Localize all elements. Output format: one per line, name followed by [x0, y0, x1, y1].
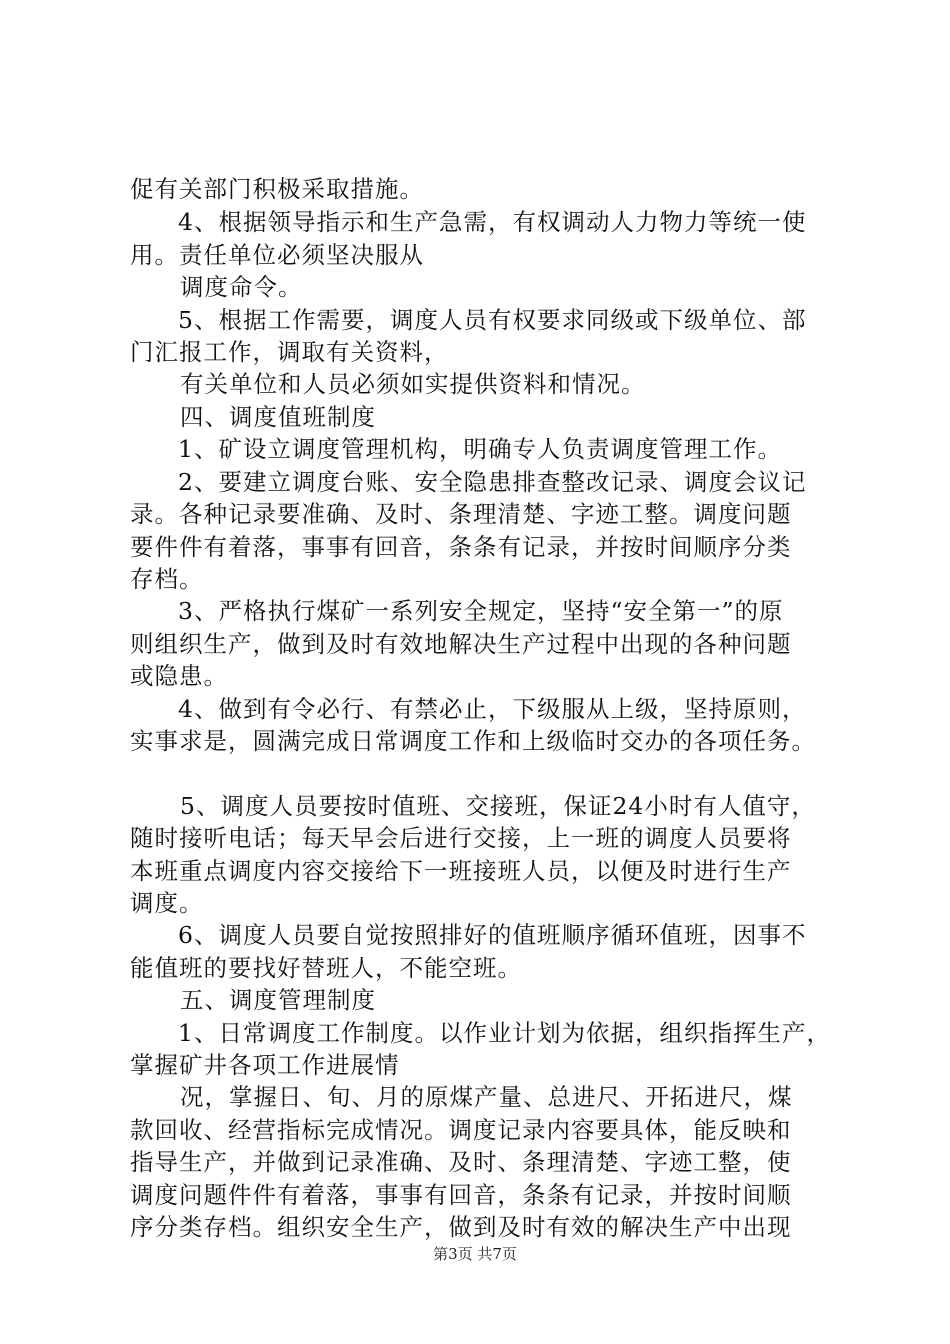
text-line: 存档。: [130, 565, 204, 593]
text-line: 5、根据工作需要，调度人员有权要求同级或下级单位、部: [178, 306, 807, 334]
text-line: 况，掌握日、旬、月的原煤产量、总进尺、开拓进尺，煤: [180, 1083, 793, 1111]
section-heading: 五、调度管理制度: [180, 986, 376, 1014]
text-line: 则组织生产，做到及时有效地解决生产过程中出现的各种问题: [130, 630, 792, 658]
text-line: 用。责任单位必须坚决服从: [130, 241, 424, 269]
text-line: 要件件有着落，事事有回音，条条有记录，并按时间顺序分类: [130, 533, 792, 561]
text-line: 5、调度人员要按时值班、交接班，保证24小时有人值守，: [180, 792, 816, 820]
text-line: 2、要建立调度台账、安全隐患排查整改记录、调度会议记: [178, 468, 807, 496]
text-line: 能值班的要找好替班人，不能空班。: [130, 954, 522, 982]
text-line: 4、根据领导指示和生产急需，有权调动人力物力等统一使: [178, 208, 807, 236]
text-line: 有关单位和人员必须如实提供资料和情况。: [180, 370, 646, 398]
text-line: 4、做到有令必行、有禁必止，下级服从上级，坚持原则，: [178, 695, 807, 723]
text-line: 实事求是，圆满完成日常调度工作和上级临时交办的各项任务。: [130, 727, 816, 755]
text-line: 1、日常调度工作制度。以作业计划为依据，组织指挥生产，: [178, 1019, 831, 1047]
page-number-footer: 第3页 共7页: [433, 1245, 517, 1263]
text-line: 序分类存档。组织安全生产，做到及时有效的解决生产中出现: [130, 1213, 792, 1241]
text-line: 录。各种记录要准确、及时、条理清楚、字迹工整。调度问题: [130, 500, 792, 528]
text-line: 调度命令。: [180, 273, 303, 301]
text-line: 促有关部门积极采取措施。: [130, 175, 424, 203]
text-line: 随时接听电话；每天早会后进行交接，上一班的调度人员要将: [130, 824, 792, 852]
text-line: 调度。: [130, 889, 204, 917]
text-line: 指导生产，并做到记录准确、及时、条理清楚、字迹工整，使: [130, 1148, 792, 1176]
text-line: 调度问题件件有着落，事事有回音，条条有记录，并按时间顺: [130, 1181, 792, 1209]
section-heading: 四、调度值班制度: [180, 403, 376, 431]
text-line: 款回收、经营指标完成情况。调度记录内容要具体，能反映和: [130, 1116, 792, 1144]
text-line: 门汇报工作，调取有关资料，: [130, 338, 449, 366]
text-line: 3、严格执行煤矿一系列安全规定，坚持“安全第一”的原: [178, 597, 784, 625]
text-line: 本班重点调度内容交接给下一班接班人员，以便及时进行生产: [130, 857, 792, 885]
text-line: 掌握矿井各项工作进展情: [130, 1051, 400, 1079]
text-line: 1、矿设立调度管理机构，明确专人负责调度管理工作。: [178, 435, 782, 463]
text-line: 6、调度人员要自觉按照排好的值班顺序循环值班，因事不: [178, 921, 807, 949]
text-line: 或隐患。: [130, 662, 228, 690]
